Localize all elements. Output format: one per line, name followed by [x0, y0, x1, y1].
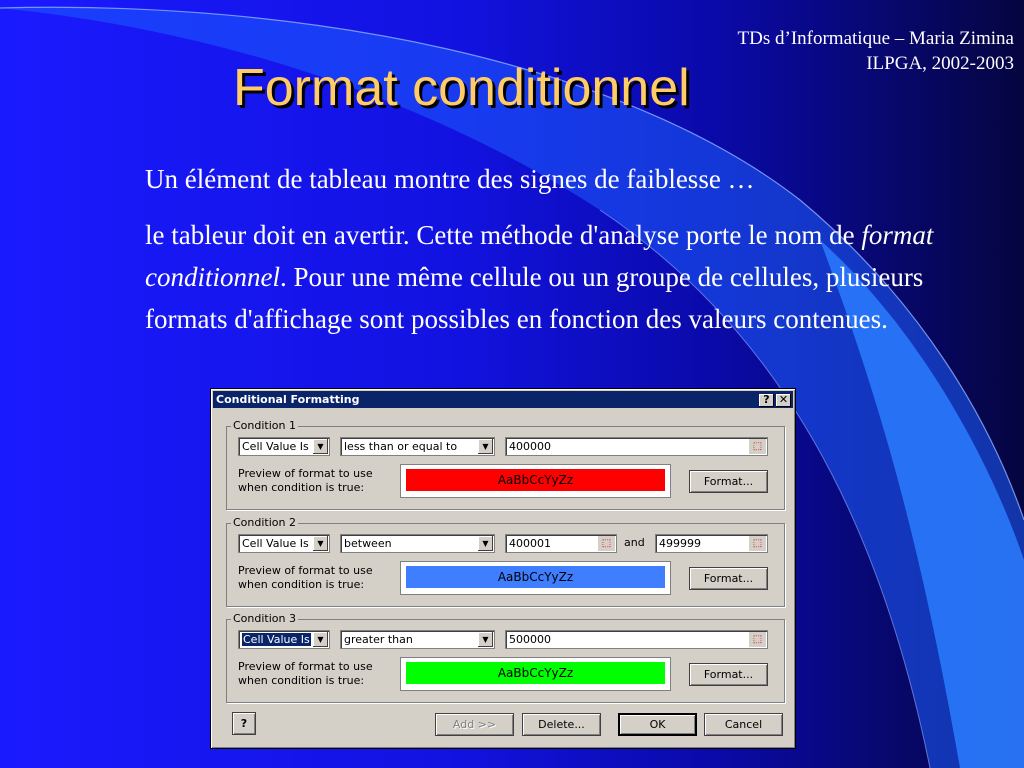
range-select-icon[interactable]: ⬚	[749, 536, 766, 551]
header-institution: ILPGA, 2002-2003	[866, 53, 1014, 74]
condition-1-group	[226, 419, 785, 510]
condition-2-value1: 400001	[509, 537, 551, 550]
condition-3-format-button[interactable]: Format...	[689, 663, 768, 686]
close-button[interactable]: ✕	[776, 394, 791, 407]
range-select-icon[interactable]: ⬚	[598, 536, 615, 551]
condition-2-operator-select[interactable]	[340, 534, 495, 553]
slide-header	[738, 26, 1014, 76]
condition-3-value: 500000	[509, 633, 551, 646]
condition-2-preview-sample: AaBbCcYyZz	[406, 566, 665, 588]
condition-3-operator-value: greater than	[344, 633, 413, 646]
slide-title: Format conditionnel	[233, 59, 690, 117]
condition-2-value2: 499999	[659, 537, 701, 550]
conditional-formatting-dialog	[210, 388, 796, 749]
preview-label-line1: Preview of format to use	[238, 660, 373, 673]
condition-2-type-value: Cell Value Is	[242, 537, 309, 550]
condition-3-type-select[interactable]	[238, 630, 330, 649]
help-title-button[interactable]: ?	[759, 394, 774, 407]
preview-label-line2: when condition is true:	[238, 481, 365, 494]
condition-3-type-value: Cell Value Is	[243, 633, 310, 646]
condition-2-operator-value: between	[344, 537, 392, 550]
chevron-down-icon[interactable]: ▼	[313, 536, 328, 551]
and-label: and	[624, 536, 645, 549]
preview-label-line1: Preview of format to use	[238, 467, 373, 480]
condition-3-operator-select[interactable]	[340, 630, 495, 649]
condition-2-preview-label	[238, 564, 373, 592]
condition-3-preview-label	[238, 660, 373, 688]
condition-1-operator-select[interactable]	[340, 437, 495, 456]
condition-1-operator-value: less than or equal to	[344, 440, 458, 453]
condition-1-preview-sample: AaBbCcYyZz	[406, 469, 665, 491]
condition-3-value-input[interactable]	[505, 630, 768, 649]
condition-3-preview	[400, 657, 671, 691]
preview-label-line2: when condition is true:	[238, 674, 365, 687]
range-select-icon[interactable]: ⬚	[749, 439, 766, 454]
condition-3-group	[226, 612, 785, 703]
condition-2-format-button[interactable]: Format...	[689, 567, 768, 590]
chevron-down-icon[interactable]: ▼	[478, 536, 493, 551]
dialog-title: Conditional Formatting	[216, 393, 360, 406]
body-text-a: le tableur doit en avertir. Cette méthode d'analyse porte le nom de	[145, 220, 862, 250]
cancel-button[interactable]: Cancel	[704, 713, 783, 736]
condition-1-type-select[interactable]	[238, 437, 330, 456]
condition-1-label: Condition 1	[233, 419, 296, 432]
condition-1-value: 400000	[509, 440, 551, 453]
condition-3-preview-sample: AaBbCcYyZz	[406, 662, 665, 684]
chevron-down-icon[interactable]: ▼	[478, 632, 493, 647]
add-button[interactable]: Add >>	[435, 713, 514, 736]
condition-1-type-value: Cell Value Is	[242, 440, 309, 453]
ok-button[interactable]: OK	[618, 713, 697, 736]
condition-2-value1-input[interactable]	[505, 534, 617, 553]
body-text	[145, 214, 965, 340]
condition-2-value2-input[interactable]	[655, 534, 768, 553]
condition-2-type-select[interactable]	[238, 534, 330, 553]
condition-2-label: Condition 2	[233, 516, 296, 529]
condition-1-value-input[interactable]	[505, 437, 768, 456]
condition-2-group	[226, 516, 785, 607]
preview-label-line1: Preview of format to use	[238, 564, 373, 577]
body-text-b: . Pour une même cellule ou un groupe de cellules, plusieurs formats d'affichage sont possibles en fonction des valeurs contenues.	[145, 262, 924, 334]
chevron-down-icon[interactable]: ▼	[313, 439, 328, 454]
intro-text: Un élément de tableau montre des signes de faiblesse …	[145, 164, 755, 194]
range-select-icon[interactable]: ⬚	[749, 632, 766, 647]
preview-label-line2: when condition is true:	[238, 578, 365, 591]
condition-2-preview	[400, 561, 671, 595]
dialog-titlebar	[213, 391, 793, 408]
condition-3-label: Condition 3	[233, 612, 296, 625]
delete-button[interactable]: Delete...	[522, 713, 601, 736]
condition-1-preview-label	[238, 467, 373, 495]
chevron-down-icon[interactable]: ▼	[313, 632, 328, 647]
condition-1-format-button[interactable]: Format...	[689, 470, 768, 493]
condition-1-preview	[400, 464, 671, 498]
header-course: TDs d’Informatique – Maria Zimina	[737, 28, 1014, 49]
help-icon[interactable]: ?	[232, 712, 256, 735]
body-text-italic: format conditionnel	[145, 220, 934, 292]
chevron-down-icon[interactable]: ▼	[478, 439, 493, 454]
